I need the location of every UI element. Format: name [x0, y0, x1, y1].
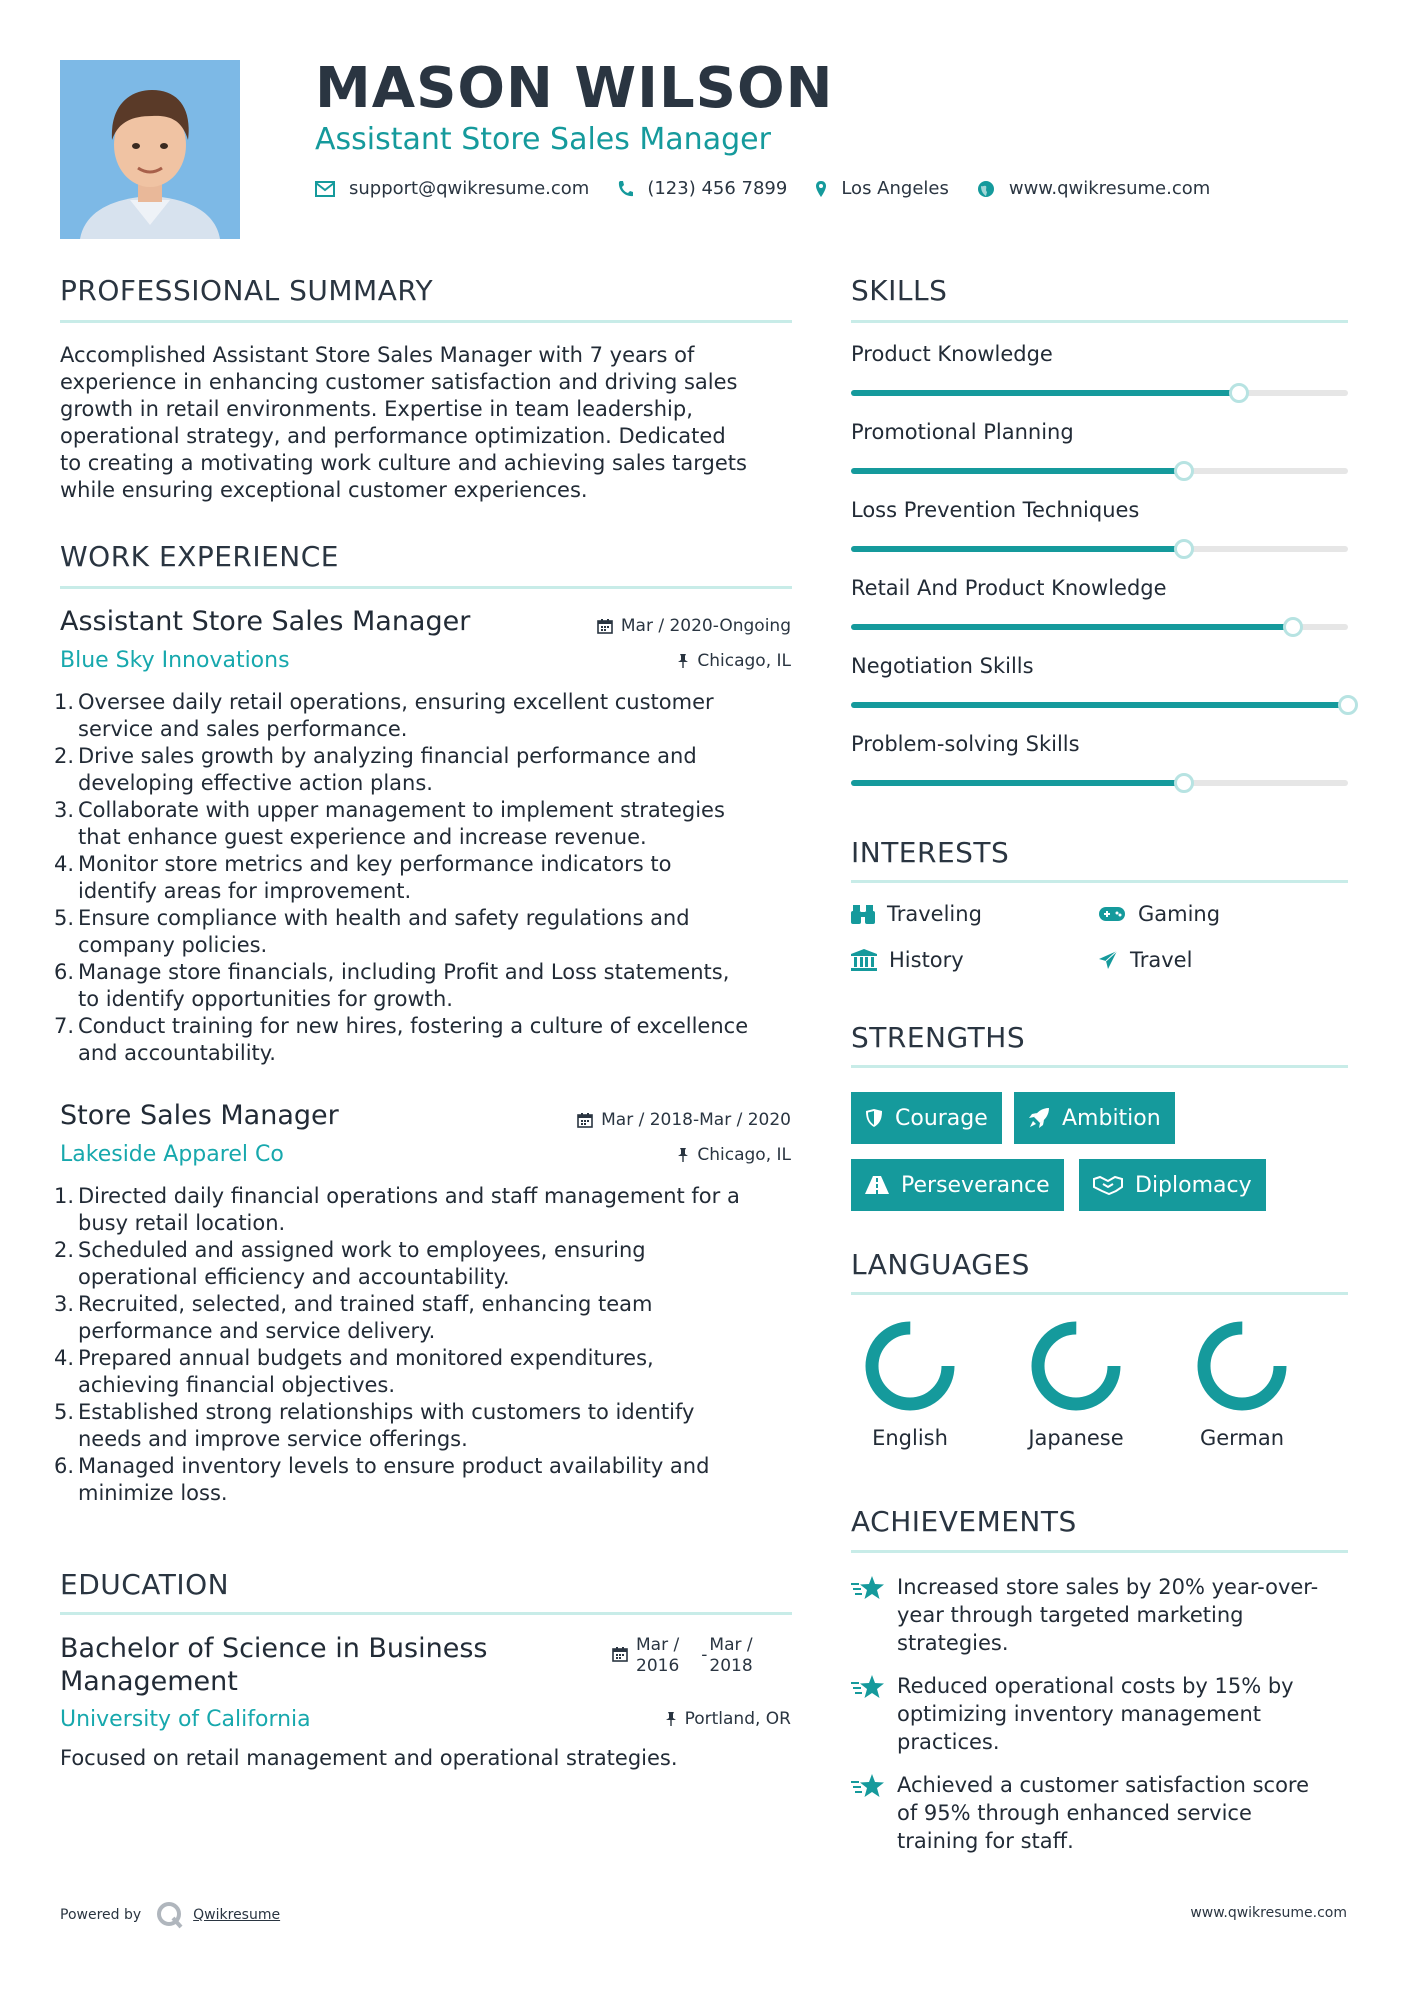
item-number: 6.: [54, 1454, 75, 1478]
list-item: [54, 1237, 800, 1291]
interest-item: [1098, 902, 1220, 926]
list-item: [54, 1453, 800, 1507]
achievement-line: Increased store sales by 20% year-over-: [897, 1575, 1319, 1599]
powered-by-text: Powered by: [60, 1907, 142, 1923]
job-date: [597, 616, 791, 636]
list-item: [54, 689, 800, 743]
binoculars-icon: [851, 903, 875, 925]
achievement-line: Reduced operational costs by 15% by: [897, 1674, 1294, 1698]
item-line: Monitor store metrics and key performance indicators to: [78, 852, 672, 876]
phone-icon: [617, 180, 633, 198]
end-date-year: 2018: [709, 1656, 753, 1676]
skill-bar-handle: [1283, 617, 1303, 637]
skill-bar: [851, 624, 1348, 630]
item-number: 2.: [54, 744, 75, 768]
degree-line: Management: [60, 1666, 238, 1697]
skill-bar-fill: [851, 390, 1239, 396]
candidate-name: MASON WILSON: [315, 56, 834, 121]
item-line: achieving financial objectives.: [78, 1373, 396, 1397]
skill-bar-fill: [851, 624, 1293, 630]
language-label: Japanese: [1028, 1426, 1124, 1450]
skill-bar: [851, 702, 1348, 708]
interests-rule: [851, 880, 1348, 883]
interest-item: [851, 948, 964, 972]
company-name: Blue Sky Innovations: [60, 648, 290, 673]
item-number: 5.: [54, 1400, 75, 1424]
contact-website[interactable]: [977, 178, 1210, 199]
item-line: developing effective action plans.: [78, 771, 433, 795]
interest-item: [851, 902, 982, 926]
skill-bar-fill: [851, 468, 1184, 474]
list-item: [54, 1345, 800, 1399]
school-location: [665, 1709, 791, 1729]
language-item: [1006, 1318, 1146, 1450]
item-number: 7.: [54, 1014, 75, 1038]
pushpin-icon: [665, 1711, 677, 1727]
item-line: Drive sales growth by analyzing financial performance and: [78, 744, 697, 768]
job-title: Store Sales Manager: [60, 1100, 339, 1131]
summary-rule: [60, 320, 792, 323]
job-location: [677, 651, 791, 671]
achievement-line: strategies.: [897, 1631, 1009, 1655]
language-level-arc: [1204, 1328, 1280, 1404]
contact-bar: [315, 178, 1238, 199]
candidate-title: Assistant Store Sales Manager: [315, 122, 771, 157]
skill-label: Product Knowledge: [851, 342, 1053, 366]
portrait-image: [60, 60, 240, 239]
strengths-heading: STRENGTHS: [851, 1021, 1026, 1054]
skill-bar: [851, 780, 1348, 786]
achievements-heading: ACHIEVEMENTS: [851, 1505, 1077, 1538]
education-heading: EDUCATION: [60, 1568, 230, 1601]
star-icon: [851, 1575, 885, 1601]
job-duties: [54, 689, 800, 1067]
language-ring: [862, 1318, 958, 1414]
degree-title: [60, 1632, 487, 1698]
languages-heading: LANGUAGES: [851, 1248, 1030, 1281]
item-line: Manage store financials, including Profit and Loss statements,: [78, 960, 730, 984]
item-line: company policies.: [78, 933, 268, 957]
item-line: service and sales performance.: [78, 717, 408, 741]
achievement-text: [897, 1573, 1318, 1657]
item-line: Managed inventory levels to ensure product availability and: [78, 1454, 710, 1478]
calendar-icon: [612, 1646, 628, 1662]
item-line: minimize loss.: [78, 1481, 228, 1505]
item-line: that enhance guest experience and increase revenue.: [78, 825, 647, 849]
achievement-text: [897, 1672, 1294, 1756]
summary-line: growth in retail environments. Expertise in team leadership,: [60, 397, 693, 421]
location-text: Los Angeles: [841, 178, 949, 199]
calendar-icon: [597, 618, 613, 634]
start-date: [636, 1635, 679, 1677]
list-item: [54, 1013, 800, 1067]
item-line: Collaborate with upper management to implement strategies: [78, 798, 725, 822]
language-ring: [1194, 1318, 1290, 1414]
strength-label: Courage: [895, 1105, 988, 1131]
email-text: support@qwikresume.com: [349, 178, 590, 199]
achievement-line: optimizing inventory management: [897, 1702, 1262, 1726]
item-line: performance and service delivery.: [78, 1319, 436, 1343]
experience-rule: [60, 586, 792, 589]
summary-line: to creating a motivating work culture and achieving sales targets: [60, 451, 747, 475]
item-line: to identify opportunities for growth.: [78, 987, 453, 1011]
item-number: 4.: [54, 852, 75, 876]
skills-rule: [851, 320, 1348, 323]
item-line: Ensure compliance with health and safety regulations and: [78, 906, 690, 930]
handshake-icon: [1093, 1175, 1123, 1195]
website-text: www.qwikresume.com: [1008, 178, 1211, 199]
interests-heading: INTERESTS: [851, 836, 1010, 869]
job-duties: [54, 1183, 800, 1507]
item-number: 3.: [54, 798, 75, 822]
list-item: [54, 1291, 800, 1345]
summary-line: while ensuring exceptional customer experiences.: [60, 478, 588, 502]
skill-bar-fill: [851, 546, 1184, 552]
strength-badge: [1079, 1159, 1266, 1211]
skill-bar-fill: [851, 702, 1348, 708]
school-name: University of California: [60, 1707, 311, 1732]
item-line: busy retail location.: [78, 1211, 286, 1235]
job-date: [577, 1110, 791, 1130]
skill-bar: [851, 390, 1348, 396]
strength-label: Diplomacy: [1135, 1172, 1252, 1198]
pushpin-icon: [677, 653, 689, 669]
item-line: Directed daily financial operations and staff management for a: [78, 1184, 740, 1208]
skill-bar-handle: [1174, 539, 1194, 559]
museum-icon: [851, 949, 877, 971]
end-date-month: Mar /: [709, 1635, 753, 1655]
language-ring: [1028, 1318, 1124, 1414]
interest-item: [1098, 948, 1192, 972]
language-label: English: [872, 1426, 948, 1450]
item-line: needs and improve service offerings.: [78, 1427, 468, 1451]
achievement-line: year through targeted marketing: [897, 1603, 1244, 1627]
pushpin-icon: [677, 1147, 689, 1163]
item-number: 1.: [54, 1184, 75, 1208]
language-label: German: [1199, 1426, 1285, 1450]
skill-bar-handle: [1174, 461, 1194, 481]
summary-text: [60, 342, 800, 504]
profile-photo: [60, 60, 240, 239]
summary-line: operational strategy, and performance optimization. Dedicated: [60, 424, 726, 448]
education-description: Focused on retail management and operational strategies.: [60, 1746, 678, 1770]
achievement-line: practices.: [897, 1730, 1000, 1754]
list-item: [54, 905, 800, 959]
road-icon: [865, 1176, 889, 1194]
summary-line: experience in enhancing customer satisfaction and driving sales: [60, 370, 738, 394]
item-number: 2.: [54, 1238, 75, 1262]
skill-label: Problem-solving Skills: [851, 732, 1080, 756]
start-date-year: 2016: [636, 1656, 680, 1676]
list-item: [54, 743, 800, 797]
item-line: Recruited, selected, and trained staff, enhancing team: [78, 1292, 653, 1316]
language-item: [840, 1318, 980, 1450]
star-icon: [851, 1674, 885, 1700]
summary-heading: PROFESSIONAL SUMMARY: [60, 274, 434, 307]
footer-powered-by: [60, 1900, 280, 1930]
list-item: [54, 1183, 800, 1237]
skill-label: Loss Prevention Techniques: [851, 498, 1140, 522]
degree-line: Bachelor of Science in Business: [60, 1633, 488, 1664]
languages-rule: [851, 1292, 1348, 1295]
skill-bar: [851, 468, 1348, 474]
achievement-item: [851, 1672, 1294, 1756]
start-date-month: Mar /: [636, 1635, 680, 1655]
education-dates: [612, 1635, 753, 1677]
list-item: [54, 1399, 800, 1453]
language-level-arc: [872, 1328, 948, 1404]
achievement-line: of 95% through enhanced service: [897, 1801, 1252, 1825]
company-name: Lakeside Apparel Co: [60, 1142, 284, 1167]
strength-label: Ambition: [1062, 1105, 1161, 1131]
achievement-item: [851, 1771, 1309, 1855]
star-icon: [851, 1773, 885, 1799]
item-line: Oversee daily retail operations, ensuring excellent customer: [78, 690, 714, 714]
strength-badge: [851, 1159, 1064, 1211]
item-line: operational efficiency and accountability.: [78, 1265, 510, 1289]
item-line: Scheduled and assigned work to employees, ensuring: [78, 1238, 646, 1262]
language-level-arc: [1038, 1328, 1114, 1404]
date-separator: -: [701, 1645, 708, 1665]
interest-label: History: [889, 948, 964, 972]
skill-bar-handle: [1229, 383, 1249, 403]
interest-label: Travel: [1130, 948, 1193, 972]
achievement-line: Achieved a customer satisfaction score: [897, 1773, 1310, 1797]
item-number: 3.: [54, 1292, 75, 1316]
interest-label: Gaming: [1138, 902, 1221, 926]
education-rule: [60, 1612, 792, 1615]
gamepad-icon: [1098, 905, 1126, 923]
language-item: [1172, 1318, 1312, 1450]
job-date-text: Mar / 2018-Mar / 2020: [601, 1110, 791, 1130]
skill-label: Promotional Planning: [851, 420, 1074, 444]
list-item: [54, 797, 800, 851]
item-number: 5.: [54, 906, 75, 930]
contact-email[interactable]: [315, 178, 589, 199]
envelope-icon: [315, 181, 335, 197]
shield-icon: [865, 1108, 883, 1128]
achievement-text: [897, 1771, 1309, 1855]
summary-line: Accomplished Assistant Store Sales Manager with 7 years of: [60, 343, 695, 367]
skill-label: Retail And Product Knowledge: [851, 576, 1167, 600]
list-item: [54, 851, 800, 905]
item-line: identify areas for improvement.: [78, 879, 412, 903]
skill-label: Negotiation Skills: [851, 654, 1034, 678]
school-location-text: Portland, OR: [684, 1709, 791, 1729]
contact-location: [815, 178, 949, 199]
job-location: [677, 1145, 791, 1165]
job-title: Assistant Store Sales Manager: [60, 606, 471, 637]
item-line: Established strong relationships with customers to identify: [78, 1400, 695, 1424]
plane-icon: [1098, 950, 1118, 970]
skills-heading: SKILLS: [851, 274, 948, 307]
strength-badge: [851, 1092, 1002, 1144]
rocket-icon: [1028, 1107, 1050, 1129]
interest-label: Traveling: [887, 902, 982, 926]
item-number: 1.: [54, 690, 75, 714]
map-marker-icon: [815, 180, 827, 198]
globe-icon: [977, 180, 995, 198]
item-line: Prepared annual budgets and monitored expenditures,: [78, 1346, 654, 1370]
achievement-item: [851, 1573, 1318, 1657]
skill-bar-handle: [1174, 773, 1194, 793]
skill-bar-handle: [1338, 695, 1358, 715]
experience-heading: WORK EXPERIENCE: [60, 540, 339, 573]
contact-phone[interactable]: [617, 178, 787, 199]
job-date-text: Mar / 2020-Ongoing: [620, 616, 791, 636]
footer-site[interactable]: www.qwikresume.com: [1190, 1905, 1347, 1921]
strength-badge: [1014, 1092, 1175, 1144]
strength-label: Perseverance: [901, 1172, 1050, 1198]
end-date: [709, 1635, 752, 1677]
list-item: [54, 959, 800, 1013]
item-number: 6.: [54, 960, 75, 984]
achievements-rule: [851, 1550, 1348, 1553]
item-number: 4.: [54, 1346, 75, 1370]
skill-bar: [851, 546, 1348, 552]
brand-link[interactable]: Qwikresume: [193, 1907, 281, 1923]
job-location-text: Chicago, IL: [697, 651, 791, 671]
qwikresume-logo-icon: [155, 1900, 185, 1930]
skill-bar-fill: [851, 780, 1184, 786]
phone-text: (123) 456 7899: [647, 178, 788, 199]
job-location-text: Chicago, IL: [697, 1145, 791, 1165]
achievement-line: training for staff.: [897, 1829, 1074, 1853]
item-line: Conduct training for new hires, fostering a culture of excellence: [78, 1014, 749, 1038]
calendar-icon: [577, 1112, 593, 1128]
strengths-rule: [851, 1065, 1348, 1068]
item-line: and accountability.: [78, 1041, 276, 1065]
